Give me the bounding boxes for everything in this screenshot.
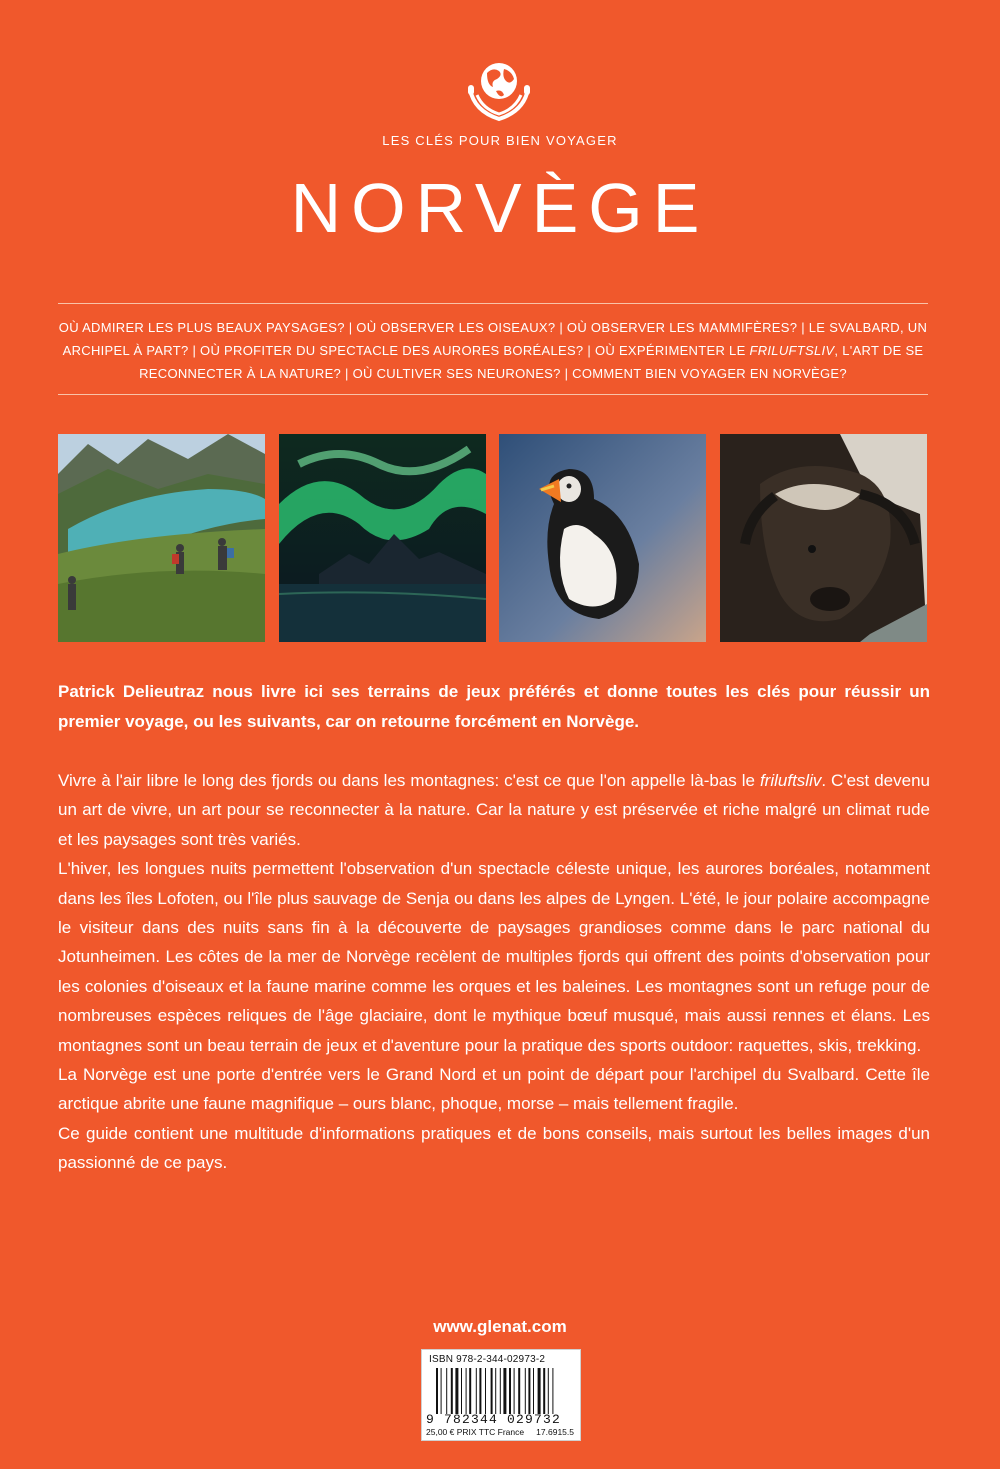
lead-paragraph: Patrick Delieutraz nous livre ici ses terrains de jeux préférés et donne toutes les clés pour réussir un premier voyage, ou les suivants, car on retourne forcément en Norvège.	[58, 682, 930, 731]
questions-part-1: OÙ ADMIRER LES PLUS BEAUX PAYSAGES? | OÙ OBSERVER LES OISEAUX? | OÙ OBSERVER LES MAMMIFÈRES? | LE SVALBARD, UN ARCHIPEL À PART? | OÙ PROFITER DU SPECTACLE DES AURORES BORÉALES? | OÙ EXPÉRIMENTER LE	[58, 320, 928, 358]
body-p1-end: . C'est devenu un art de vivre, un art pour se reconnecter à la nature. Car la nature y est préservée et riche malgré un climat rude et les paysages sont très variés.	[58, 771, 930, 849]
puffin-photo	[499, 434, 706, 642]
barcode-digits: 9 782344 029732	[426, 1412, 562, 1427]
questions-list	[58, 316, 928, 385]
globe-hands-icon	[460, 55, 538, 127]
body-paragraph-1	[58, 766, 930, 854]
isbn-text: ISBN 978-2-344-02973-2	[429, 1354, 546, 1365]
series-label: LES CLÉS POUR BIEN VOYAGER	[382, 133, 618, 148]
price-text: 25,00 € PRIX TTC France	[426, 1427, 525, 1437]
body-text	[58, 766, 930, 1178]
questions-part-2: , L'ART DE SE RECONNECTER À LA NATURE? | OÙ CULTIVER SES NEURONES? | COMMENT BIEN VOYAGER EN NORVÈGE?	[139, 343, 924, 381]
body-p1-start: Vivre à l'air libre le long des fjords ou dans les montagnes: c'est ce que l'on appelle là-bas le	[58, 771, 760, 790]
divider-top	[58, 303, 928, 304]
musk-ox-photo	[720, 434, 927, 642]
publisher-url[interactable]: www.glenat.com	[433, 1317, 567, 1336]
aurora-borealis-photo	[279, 434, 486, 642]
photo-strip	[58, 434, 928, 642]
book-title: NORVÈGE	[290, 169, 710, 247]
questions-italic-term: FRILUFTSLIV	[749, 343, 835, 358]
product-code: 17.6915.5	[536, 1427, 574, 1437]
divider-bottom	[58, 394, 928, 395]
barcode-label	[421, 1349, 581, 1441]
barcode-bars	[436, 1368, 576, 1414]
body-paragraph-2: L'hiver, les longues nuits permettent l'observation d'un spectacle céleste unique, les aurores boréales, notamment dans les îles Lofoten, ou l'île plus sauvage de Senja ou dans les alpes de Lyngen. L'été, le jour polaire accompagne le visiteur dans des nuits sans fin à la découverte de paysages grandioses comme dans le parc national du Jotunheimen. Les côtes de la mer de Norvège recèlent de multiples fjords qui offrent des points d'observation pour les colonies d'oiseaux et la faune marine comme les orques et les baleines. Les montagnes sont un refuge pour de nombreuses espèces reliques de l'âge glaciaire, dont le mythique bœuf musqué, mais aussi rennes et élans. Les montagnes sont un beau terrain de jeux et d'aventure pour la pratique des sports outdoor: raquettes, skis, trekking.	[58, 859, 930, 1055]
body-p1-italic: friluftsliv	[759, 771, 822, 790]
body-paragraph-4: Ce guide contient une multitude d'informations pratiques et de bons conseils, mais surtout les belles images d'un passionné de ce pays.	[58, 1123, 930, 1173]
body-paragraph-3: La Norvège est une porte d'entrée vers le Grand Nord et un point de départ pour l'archipel du Svalbard. Cette île arctique abrite une faune magnifique – ours blanc, phoque, morse – mais tellement fragile.	[58, 1065, 930, 1114]
fjord-hikers-photo	[58, 434, 265, 642]
